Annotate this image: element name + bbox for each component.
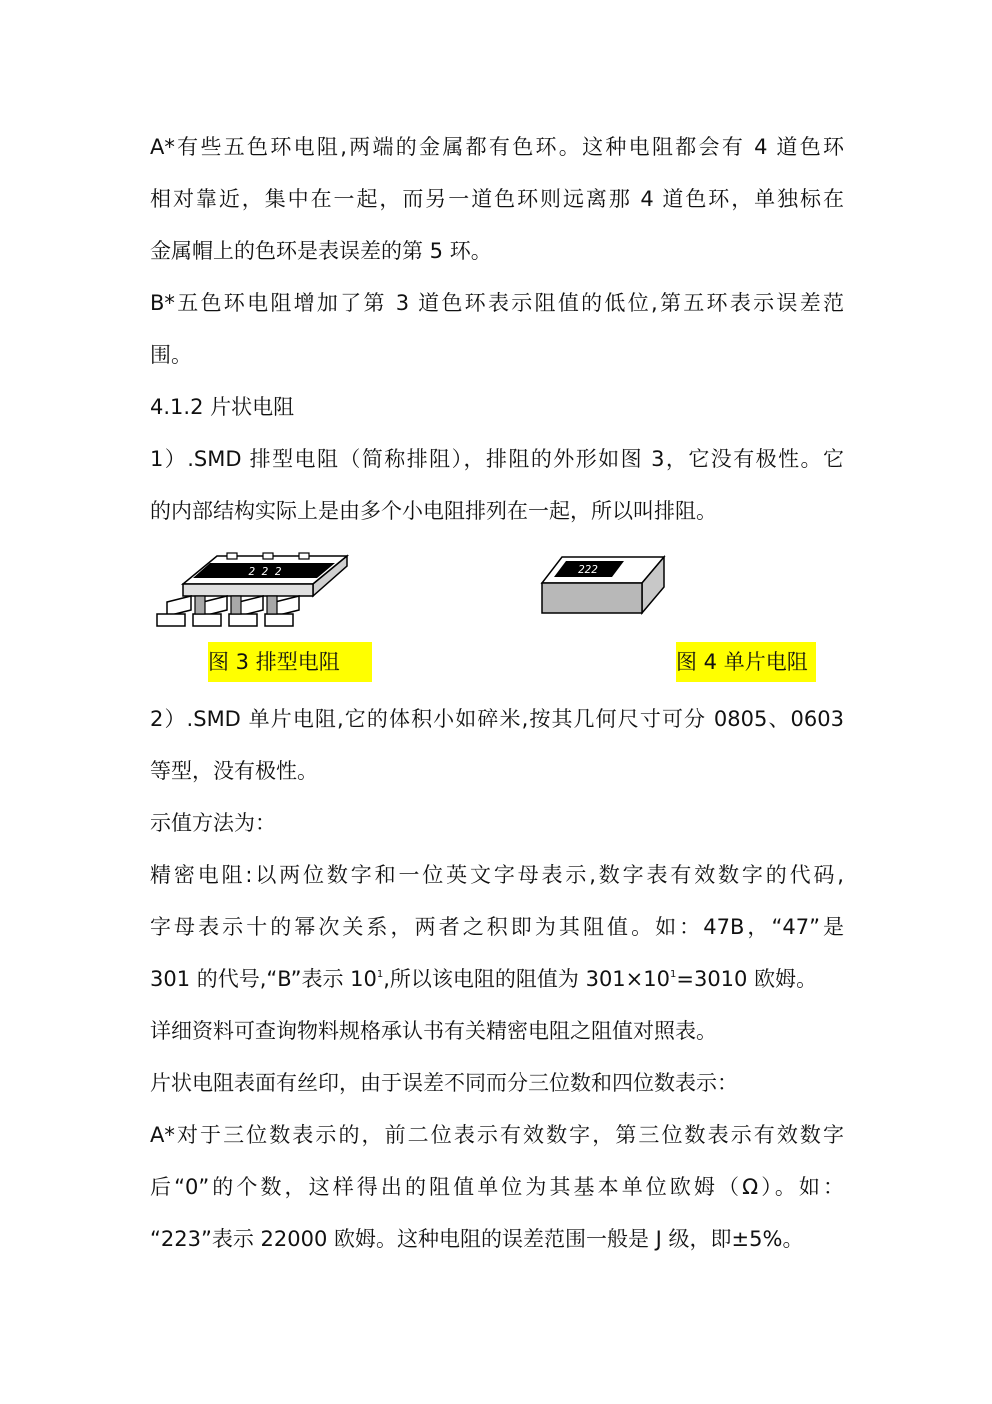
chip-resistor-marking: 222 [578, 563, 598, 576]
section-heading: 4.1.2 片状电阻 [150, 395, 295, 419]
line-text: ,所以该电阻的阻值为 301×10 [383, 967, 670, 991]
line-text: 301 的代号,“B”表示 10 [150, 967, 377, 991]
paragraph-line: 后“0”的个数，这样得出的阻值单位为其基本单位欧姆（Ω）。如： [150, 1175, 844, 1199]
resistor-network-marking: 2 2 2 [248, 565, 282, 578]
paragraph-line [150, 964, 844, 994]
superscript: 1 [376, 969, 384, 980]
paragraph-line: 等型，没有极性。 [150, 759, 318, 783]
paragraph-line: “223”表示 22000 欧姆。这种电阻的误差范围一般是 J 级，即±5%。 [150, 1227, 804, 1251]
chip-resistor-figure [540, 555, 668, 615]
paragraph-line: 详细资料可查询物料规格承认书有关精密电阻之阻值对照表。 [150, 1019, 717, 1043]
paragraph-line: 围。 [150, 343, 192, 367]
paragraph-line: 精密电阻:以两位数字和一位英文字母表示,数字表有效数字的代码, [150, 863, 844, 887]
resistor-network-figure [155, 552, 355, 632]
paragraph-line: 1）.SMD 排型电阻（简称排阻），排阻的外形如图 3，它没有极性。它 [150, 447, 844, 471]
paragraph-line: 示值方法为： [150, 811, 276, 835]
paragraph-line: A*有些五色环电阻,两端的金属都有色环。这种电阻都会有 4 道色环 [150, 135, 844, 159]
superscript: 1 [669, 969, 677, 980]
paragraph-line: 字母表示十的幂次关系，两者之积即为其阻值。如：47B，“47”是 [150, 915, 844, 939]
paragraph-line: 片状电阻表面有丝印，由于误差不同而分三位数和四位数表示： [150, 1071, 738, 1095]
figure-3-caption: 图 3 排型电阻 [208, 642, 372, 682]
paragraph-line: 的内部结构实际上是由多个小电阻排列在一起，所以叫排阻。 [150, 499, 717, 523]
paragraph-line: 金属帽上的色环是表误差的第 5 环。 [150, 239, 492, 263]
paragraph-line: 相对靠近，集中在一起，而另一道色环则远离那 4 道色环，单独标在 [150, 187, 844, 211]
figure-4-caption: 图 4 单片电阻 [676, 642, 816, 682]
line-text: =3010 欧姆。 [676, 967, 818, 991]
paragraph-line: 2）.SMD 单片电阻,它的体积小如碎米,按其几何尺寸可分 0805、0603 [150, 707, 844, 731]
paragraph-line: A*对于三位数表示的，前二位表示有效数字，第三位数表示有效数字 [150, 1123, 844, 1147]
paragraph-line: B*五色环电阻增加了第 3 道色环表示阻值的低位,第五环表示误差范 [150, 291, 844, 315]
